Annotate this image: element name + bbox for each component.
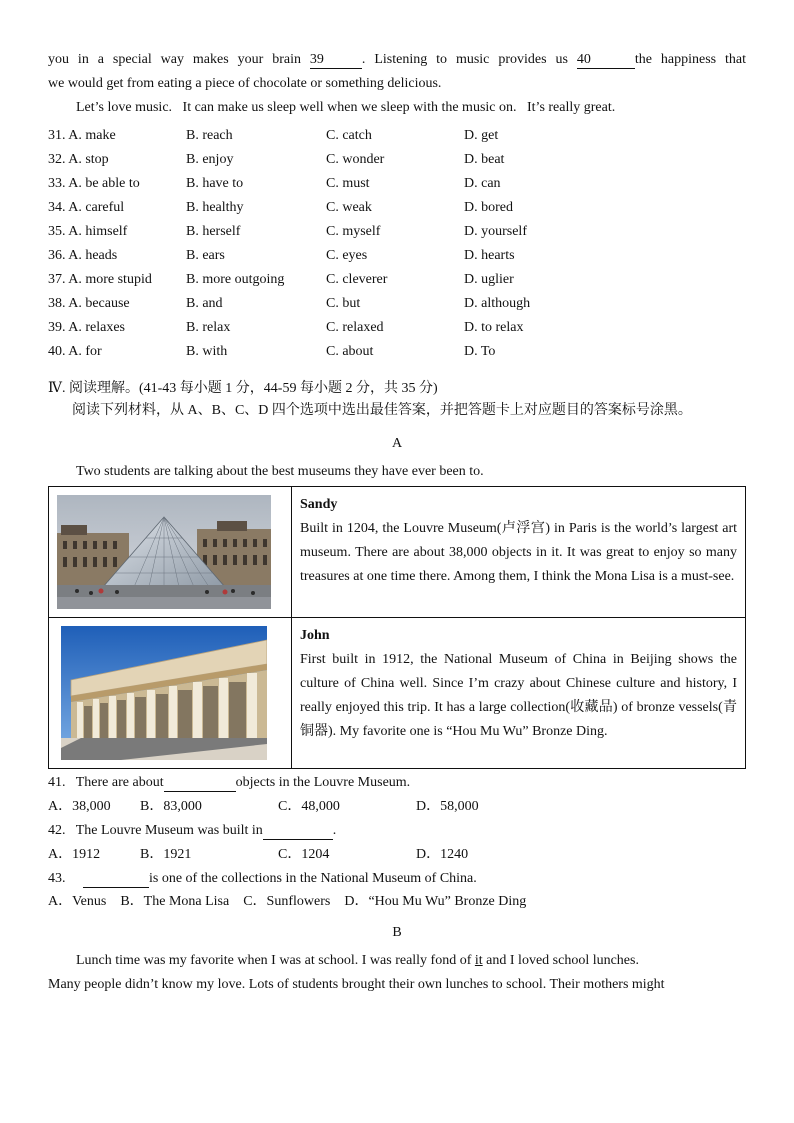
option-a: A. stop [68, 152, 109, 167]
option-c: C. eyes [326, 248, 368, 263]
option-row [48, 316, 746, 340]
cloze-text: . Listening to music provides us [361, 52, 568, 67]
option-a: A. heads [68, 248, 118, 263]
option-cell [48, 244, 186, 268]
option-row [48, 268, 746, 292]
section-instruction: 阅读下列材料，从 A、B、C、D 四个选项中选出最佳答案，并把答题卡上对应题目的答案标号涂黑。 [72, 403, 692, 418]
option-c: C．Sunflowers [243, 894, 331, 909]
text-cell [292, 618, 746, 769]
passage-text: Lunch time was my favorite when I was at school. I was really fond of [76, 953, 472, 968]
option-row [48, 124, 746, 148]
question-number: 33. [48, 176, 66, 191]
museum-row-john [49, 618, 746, 769]
option-c: C. must [326, 176, 370, 191]
option-c: C. catch [326, 128, 372, 143]
option-b: B. with [186, 344, 228, 359]
option-cell [48, 220, 186, 244]
question-41 [48, 771, 746, 795]
question-stem: objects in the Louvre Museum. [235, 775, 411, 790]
option-d: D. uglier [464, 272, 514, 287]
option-b: B. herself [186, 224, 241, 239]
question-43-options [48, 891, 746, 913]
option-a: A. careful [68, 200, 125, 215]
option-b: B．1921 [140, 847, 192, 862]
option-c: C. cleverer [326, 272, 388, 287]
question-stem: 41. There are about [48, 775, 164, 790]
question-43 [48, 867, 746, 891]
option-b: B. more outgoing [186, 272, 285, 287]
image-cell [49, 487, 292, 618]
museum-table [48, 486, 746, 769]
option-b: B．83,000 [140, 799, 202, 814]
option-cell [48, 268, 186, 292]
option-cell [48, 172, 186, 196]
option-c: C．1204 [278, 847, 330, 862]
option-c: C. relaxed [326, 320, 384, 335]
option-cell [48, 340, 186, 364]
option-a: A. be able to [68, 176, 140, 191]
passage-b-line-2: Many people didn’t know my love. Lots of students brought their own lunches to school. Their mothers might [48, 977, 665, 992]
louvre-pyramid-photo [57, 495, 271, 609]
underlined-word: it [474, 953, 483, 968]
answer-blank [263, 823, 333, 840]
exam-page [48, 48, 746, 997]
option-d: D. beat [464, 152, 505, 167]
cloze-text: you in a special way makes your brain [48, 52, 301, 67]
museum-row-sandy [49, 487, 746, 618]
option-cell [48, 316, 186, 340]
section-title: Ⅳ. 阅读理解。(41-43 每小题 1 分，44-59 每小题 2 分，共 35 分) [48, 381, 438, 396]
question-42-options [48, 843, 746, 867]
question-stem: 43. [48, 871, 66, 886]
option-b: B．The Mona Lisa [120, 894, 230, 909]
question-number: 32. [48, 152, 66, 167]
option-d: D．1240 [416, 847, 469, 862]
speaker-name: John [300, 628, 330, 643]
option-cell [48, 148, 186, 172]
question-number: 39. [48, 320, 66, 335]
option-d: D. although [464, 296, 531, 311]
question-stem: is one of the collections in the National Museum of China. [149, 871, 477, 886]
option-b: B. ears [186, 248, 225, 263]
option-a: A．38,000 [48, 799, 111, 814]
question-42 [48, 819, 746, 843]
question-number: 31. [48, 128, 66, 143]
option-row [48, 244, 746, 268]
option-d: D. hearts [464, 248, 515, 263]
question-number: 34. [48, 200, 66, 215]
cloze-line-1 [48, 48, 746, 72]
option-d: D. bored [464, 200, 513, 215]
national-museum-photo [61, 626, 267, 760]
speaker-text: Built in 1204, the Louvre Museum(卢浮宫) in Paris is the world’s largest art museum. There are about 38,000 objects in it. It was great to enjoy so many treasures at one time there. Among them, I think the Mona Lisa is a must-see. [300, 521, 737, 584]
option-row [48, 172, 746, 196]
option-a: A. himself [68, 224, 128, 239]
option-a: A. because [68, 296, 130, 311]
passage-a-letter: A [391, 436, 403, 451]
option-d: D. yourself [464, 224, 527, 239]
cloze-options [48, 124, 746, 364]
option-b: B. relax [186, 320, 231, 335]
option-row [48, 292, 746, 316]
option-a: A. make [68, 128, 116, 143]
question-stem: 42. The Louvre Museum was built in [48, 823, 263, 838]
option-row [48, 220, 746, 244]
option-a: A．1912 [48, 847, 101, 862]
speaker-name: Sandy [300, 497, 338, 512]
option-a: A. for [68, 344, 102, 359]
option-row [48, 196, 746, 220]
answer-blank [83, 871, 149, 888]
option-cell [48, 292, 186, 316]
passage-a-intro: Two students are talking about the best museums they have ever been to. [76, 464, 484, 479]
option-c: C. myself [326, 224, 381, 239]
option-d: D．“Hou Mu Wu” Bronze Ding [344, 894, 527, 909]
blank-40: 40 [577, 52, 635, 69]
image-cell [49, 618, 292, 769]
option-c: C. but [326, 296, 361, 311]
cloze-line-3: Let’s love music. It can make us sleep well when we sleep with the music on. It’s really great. [76, 100, 616, 115]
option-b: B. enjoy [186, 152, 234, 167]
answer-blank [164, 775, 236, 792]
option-b: B. have to [186, 176, 244, 191]
option-c: C. wonder [326, 152, 385, 167]
option-d: D．58,000 [416, 799, 479, 814]
cloze-line-2: we would get from eating a piece of chocolate or something delicious. [48, 76, 442, 91]
option-a: A. more stupid [68, 272, 152, 287]
option-a: A．Venus [48, 894, 107, 909]
question-41-options [48, 795, 746, 819]
question-number: 37. [48, 272, 66, 287]
option-row [48, 340, 746, 364]
speaker-text: First built in 1912, the National Museum of China in Beijing shows the culture of China well. Since I’m crazy about Chinese culture and history, I really enjoyed this trip. It has a large collection(收藏品) of bronze vessels(青铜器). My favorite one is “Hou Mu Wu” Bronze Ding. [300, 652, 737, 739]
option-c: C. weak [326, 200, 372, 215]
option-row [48, 148, 746, 172]
question-number: 38. [48, 296, 66, 311]
option-cell [48, 196, 186, 220]
blank-39: 39 [310, 52, 362, 69]
option-c: C. about [326, 344, 374, 359]
cloze-text: the happiness that [634, 52, 747, 67]
question-number: 36. [48, 248, 66, 263]
option-b: B. reach [186, 128, 233, 143]
option-d: D. To [464, 344, 496, 359]
option-d: D. get [464, 128, 499, 143]
passage-b-line-1 [48, 949, 746, 973]
passage-b-letter: B [392, 925, 402, 940]
option-d: D. to relax [464, 320, 524, 335]
option-d: D. can [464, 176, 501, 191]
option-c: C．48,000 [278, 799, 340, 814]
option-b: B. and [186, 296, 223, 311]
question-stem: . [332, 823, 337, 838]
passage-text: and I loved school lunches. [486, 953, 639, 968]
option-a: A. relaxes [68, 320, 125, 335]
text-cell [292, 487, 746, 618]
option-b: B. healthy [186, 200, 244, 215]
question-number: 35. [48, 224, 66, 239]
option-cell [48, 124, 186, 148]
question-number: 40. [48, 344, 66, 359]
